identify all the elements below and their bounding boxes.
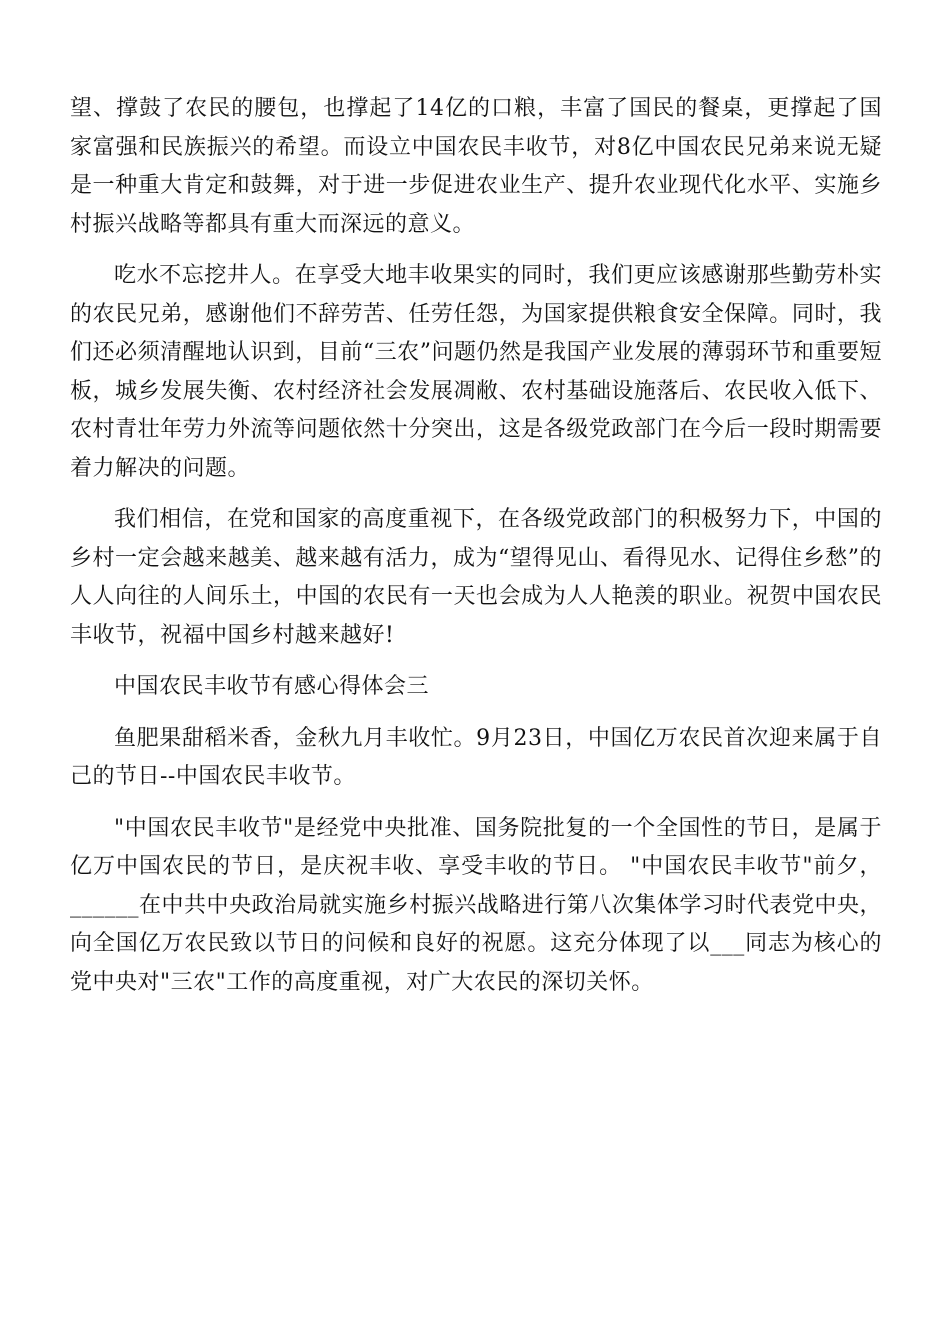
paragraph-continued: 望、撑鼓了农民的腰包，也撑起了14亿的口粮，丰富了国民的餐桌，更撑起了国家富强和民族振兴的希望。而设立中国农民丰收节，对8亿中国农民兄弟来说无疑是一种重大肯定和鼓舞，对于进一步促进农业生产、提升农业现代化水平、实施乡村振兴战略等都具有重大而深远的意义。: [70, 96, 882, 237]
paragraph-well-digger: 吃水不忘挖井人。在享受大地丰收果实的同时，我们更应该感谢那些勤劳朴实的农民兄弟，感谢他们不辞劳苦、任劳任怨，为国家提供粮食安全保障。同时，我们还必须清醒地认识到，目前“三农”问题仍然是我国产业发展的薄弱环节和重要短板，城乡发展失衡、农村经济社会发展凋敝、农村基础设施落后、农民收入低下、农村青壮年劳力外流等问题依然十分突出，这是各级党政部门在今后一段时期需要着力解决的问题。: [70, 263, 882, 481]
paragraph-we-believe: 我们相信，在党和国家的高度重视下，在各级党政部门的积极努力下，中国的乡村一定会越来越美、越来越有活力，成为“望得见山、看得见水、记得住乡愁”的人人向往的人间乐土，中国的农民有一天也会成为人人艳羡的职业。祝贺中国农民丰收节，祝福中国乡村越来越好!: [70, 507, 882, 648]
paragraph-festival-approval: "中国农民丰收节"是经党中央批准、国务院批复的一个全国性的节日，是属于亿万中国农民的节日，是庆祝丰收、享受丰收的节日。 "中国农民丰收节"前夕，______在中共中央政治局就实施乡村振兴战略进行第八次集体学习时代表党中央，向全国亿万农民致以节日的问候和良好的祝愿。这充分体现了以___同志为核心的党中央对"三农"工作的高度重视，对广大农民的深切关怀。: [70, 815, 882, 995]
paragraph-harvest-intro: 鱼肥果甜稻米香，金秋九月丰收忙。9月23日，中国亿万农民首次迎来属于自己的节日--中国农民丰收节。: [70, 725, 882, 789]
section-heading: 中国农民丰收节有感心得体会三: [114, 674, 430, 699]
document-body: [70, 90, 882, 1002]
